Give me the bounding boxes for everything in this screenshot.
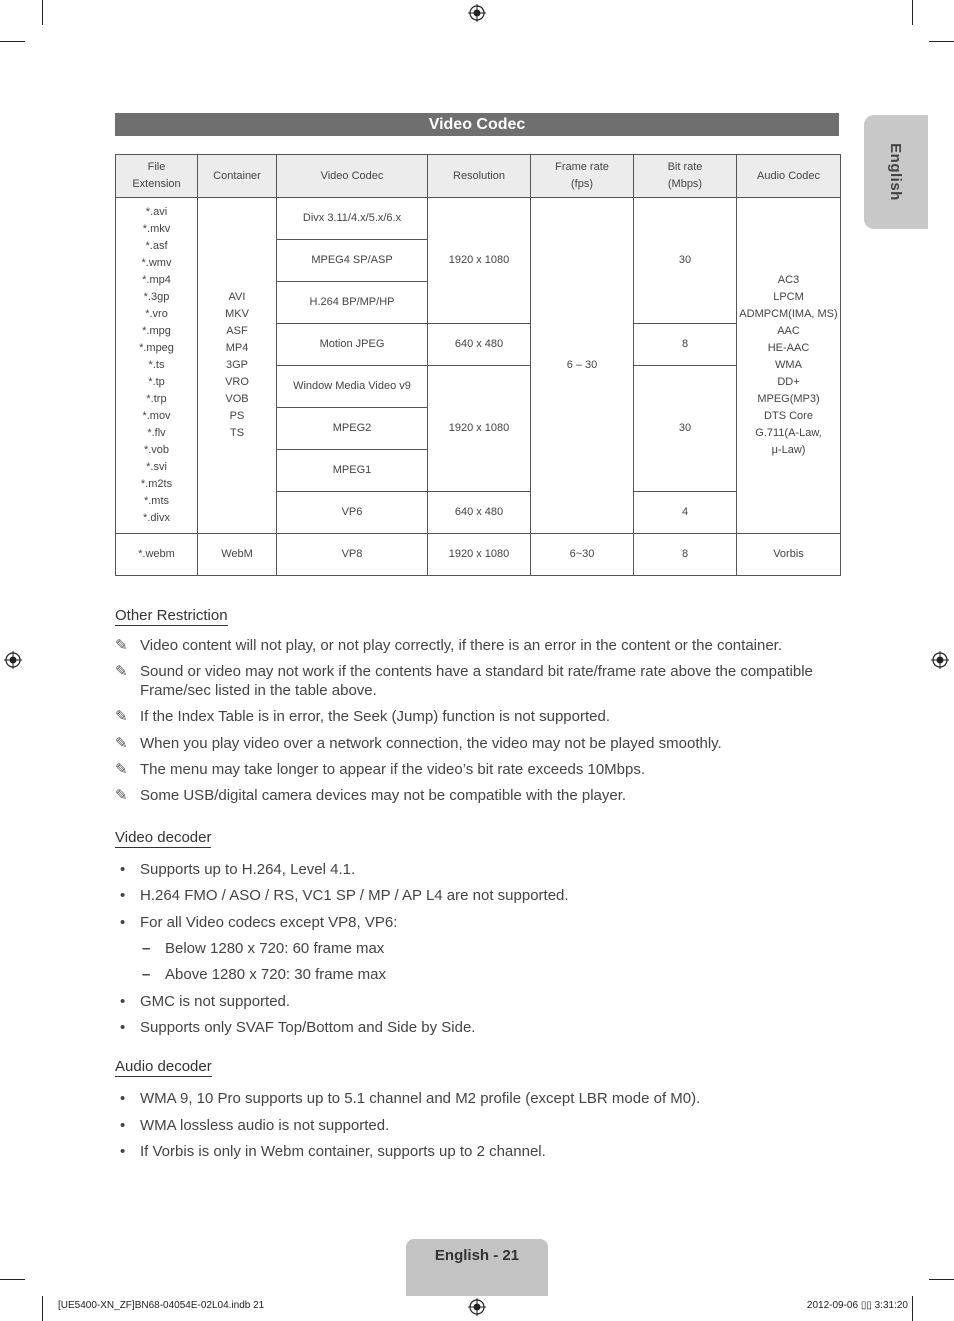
bullet-dot: • bbox=[120, 1117, 126, 1134]
table-row-webm bbox=[116, 534, 841, 576]
resolution-cell: 640 x 480 bbox=[428, 324, 531, 366]
bullet-dot: • bbox=[120, 1019, 126, 1036]
list-item bbox=[115, 1142, 845, 1161]
registration-mark-icon bbox=[468, 4, 486, 22]
crop-mark bbox=[0, 1279, 25, 1280]
header-frame-rate bbox=[531, 155, 634, 198]
webm-audio-cell: Vorbis bbox=[737, 534, 841, 576]
pencil-note-icon: ✎ bbox=[115, 787, 128, 804]
codec-cell: VP6 bbox=[277, 492, 428, 534]
codec-cell: H.264 BP/MP/HP bbox=[277, 282, 428, 324]
table-header-row bbox=[116, 155, 841, 198]
header-bit-rate bbox=[634, 155, 737, 198]
section-title: Video Codec bbox=[115, 113, 839, 136]
list-item bbox=[115, 913, 845, 932]
extensions-cell bbox=[116, 198, 198, 534]
webm-codec-cell: VP8 bbox=[277, 534, 428, 576]
dash-marker: – bbox=[142, 940, 151, 957]
crop-mark bbox=[929, 41, 954, 42]
language-side-tab-label: English bbox=[887, 143, 905, 201]
webm-resolution-cell: 1920 x 1080 bbox=[428, 534, 531, 576]
bit-rate-cell: 30 bbox=[634, 198, 737, 324]
header-audio-codec bbox=[737, 155, 841, 198]
sub-list-item bbox=[140, 965, 386, 984]
registration-mark-icon bbox=[931, 651, 949, 669]
codec-cell: Divx 3.11/4.x/5.x/6.x bbox=[277, 198, 428, 240]
note-text: When you play video over a network connection, the video may not be played smoothly. bbox=[140, 735, 722, 752]
bullet-dot: • bbox=[120, 1143, 126, 1160]
webm-container-cell: WebM bbox=[198, 534, 277, 576]
header-file-extension-text: File Extension bbox=[132, 161, 181, 190]
note-item bbox=[115, 734, 845, 753]
print-info-left: [UE5400-XN_ZF]BN68-04054E-02L04.indb 21 bbox=[58, 1300, 265, 1311]
bullet-dot: • bbox=[120, 993, 126, 1010]
containers-cell bbox=[198, 198, 277, 534]
note-item bbox=[115, 636, 845, 655]
list-item-text: Supports up to H.264, Level 4.1. bbox=[140, 861, 356, 878]
crop-mark bbox=[42, 1296, 43, 1321]
header-container-text: Container bbox=[213, 169, 261, 182]
dash-marker: – bbox=[142, 966, 151, 983]
page-number-label: English - 21 bbox=[434, 1247, 520, 1264]
pencil-note-icon: ✎ bbox=[115, 761, 128, 778]
list-item-text: WMA lossless audio is not supported. bbox=[140, 1117, 390, 1134]
frame-rate-cell: 6 – 30 bbox=[531, 198, 634, 534]
header-video-codec-text: Video Codec bbox=[320, 169, 384, 182]
header-resolution-text: Resolution bbox=[453, 169, 505, 182]
audio-codec-cell bbox=[737, 198, 841, 534]
header-container bbox=[198, 155, 277, 198]
crop-mark bbox=[42, 0, 43, 25]
list-item bbox=[115, 886, 845, 905]
bullet-dot: • bbox=[120, 887, 126, 904]
other-restriction-heading: Other Restriction bbox=[115, 607, 228, 624]
note-text: If the Index Table is in error, the Seek (Jump) function is not supported. bbox=[140, 708, 610, 725]
list-item-text: WMA 9, 10 Pro supports up to 5.1 channel and M2 profile (except LBR mode of M0). bbox=[140, 1090, 701, 1107]
resolution-cell: 640 x 480 bbox=[428, 492, 531, 534]
note-item bbox=[115, 760, 845, 779]
resolution-cell: 1920 x 1080 bbox=[428, 366, 531, 492]
codec-cell: MPEG4 SP/ASP bbox=[277, 240, 428, 282]
bit-rate-cell: 8 bbox=[634, 324, 737, 366]
header-bit-rate-text: Bit rate (Mbps) bbox=[667, 161, 703, 190]
audio-codec-list: AC3 LPCM ADMPCM(IMA, MS) AAC HE-AAC WMA DD+ MPEG(MP3) DTS Core G.711(A-Law, μ-Law) bbox=[739, 274, 838, 456]
video-codec-table bbox=[115, 154, 841, 576]
sub-list-item bbox=[140, 939, 384, 958]
crop-mark bbox=[912, 0, 913, 25]
pencil-note-icon: ✎ bbox=[115, 708, 128, 725]
bullet-dot: • bbox=[120, 914, 126, 931]
pencil-note-icon: ✎ bbox=[115, 637, 128, 654]
page-number-tab bbox=[406, 1239, 548, 1296]
crop-mark bbox=[929, 1279, 954, 1280]
note-item bbox=[115, 786, 845, 805]
sub-list-item-text: Above 1280 x 720: 30 frame max bbox=[165, 966, 386, 983]
bit-rate-cell: 4 bbox=[634, 492, 737, 534]
table-row bbox=[116, 198, 841, 240]
note-item bbox=[115, 707, 845, 726]
containers-list: AVI MKV ASF MP4 3GP VRO VOB PS TS bbox=[225, 291, 249, 439]
video-decoder-heading: Video decoder bbox=[115, 829, 212, 846]
pencil-note-icon: ✎ bbox=[115, 735, 128, 752]
list-item bbox=[115, 1018, 845, 1037]
language-side-tab bbox=[864, 115, 928, 229]
list-item bbox=[115, 1116, 845, 1135]
note-text: Sound or video may not work if the contents have a standard bit rate/frame rate above the compatible Frame/sec listed in the table above. bbox=[140, 663, 813, 699]
registration-mark-icon bbox=[468, 1298, 486, 1316]
header-frame-rate-text: Frame rate (fps) bbox=[555, 161, 609, 190]
crop-mark bbox=[0, 41, 25, 42]
bullet-dot: • bbox=[120, 1090, 126, 1107]
webm-bit-rate-cell: 8 bbox=[634, 534, 737, 576]
resolution-cell: 1920 x 1080 bbox=[428, 198, 531, 324]
list-item bbox=[115, 1089, 845, 1108]
bit-rate-cell: 30 bbox=[634, 366, 737, 492]
webm-frame-rate-cell: 6~30 bbox=[531, 534, 634, 576]
list-item bbox=[115, 992, 845, 1011]
audio-decoder-heading: Audio decoder bbox=[115, 1058, 212, 1075]
crop-mark bbox=[912, 1296, 913, 1321]
note-text: Video content will not play, or not play correctly, if there is an error in the content or the container. bbox=[140, 637, 783, 654]
print-info-right: 2012-09-06 ▯▯ 3:31:20 bbox=[806, 1300, 908, 1311]
list-item-text: GMC is not supported. bbox=[140, 993, 291, 1010]
registration-mark-icon bbox=[4, 651, 22, 669]
note-item bbox=[115, 662, 845, 700]
list-item-text: H.264 FMO / ASO / RS, VC1 SP / MP / AP L4 are not supported. bbox=[140, 887, 569, 904]
header-audio-codec-text: Audio Codec bbox=[757, 169, 820, 182]
bullet-dot: • bbox=[120, 861, 126, 878]
list-item-text: Supports only SVAF Top/Bottom and Side by Side. bbox=[140, 1019, 476, 1036]
sub-list-item-text: Below 1280 x 720: 60 frame max bbox=[165, 940, 385, 957]
note-text: The menu may take longer to appear if the video’s bit rate exceeds 10Mbps. bbox=[140, 761, 646, 778]
list-item bbox=[115, 860, 845, 879]
list-item-text: If Vorbis is only in Webm container, supports up to 2 channel. bbox=[140, 1143, 546, 1160]
header-video-codec bbox=[277, 155, 428, 198]
codec-cell: Window Media Video v9 bbox=[277, 366, 428, 408]
codec-cell: Motion JPEG bbox=[277, 324, 428, 366]
header-resolution bbox=[428, 155, 531, 198]
note-text: Some USB/digital camera devices may not be compatible with the player. bbox=[140, 787, 627, 804]
codec-cell: MPEG1 bbox=[277, 450, 428, 492]
codec-cell: MPEG2 bbox=[277, 408, 428, 450]
extensions-list: *.avi *.mkv *.asf *.wmv *.mp4 *.3gp *.vro *.mpg *.mpeg *.ts *.tp *.trp *.mov *.flv *.vob *.svi *.m2ts *.mts *.divx bbox=[139, 206, 174, 524]
pencil-note-icon: ✎ bbox=[115, 663, 128, 680]
header-file-extension bbox=[116, 155, 198, 198]
webm-extension-cell: *.webm bbox=[116, 534, 198, 576]
list-item-text: For all Video codecs except VP8, VP6: bbox=[140, 914, 398, 931]
